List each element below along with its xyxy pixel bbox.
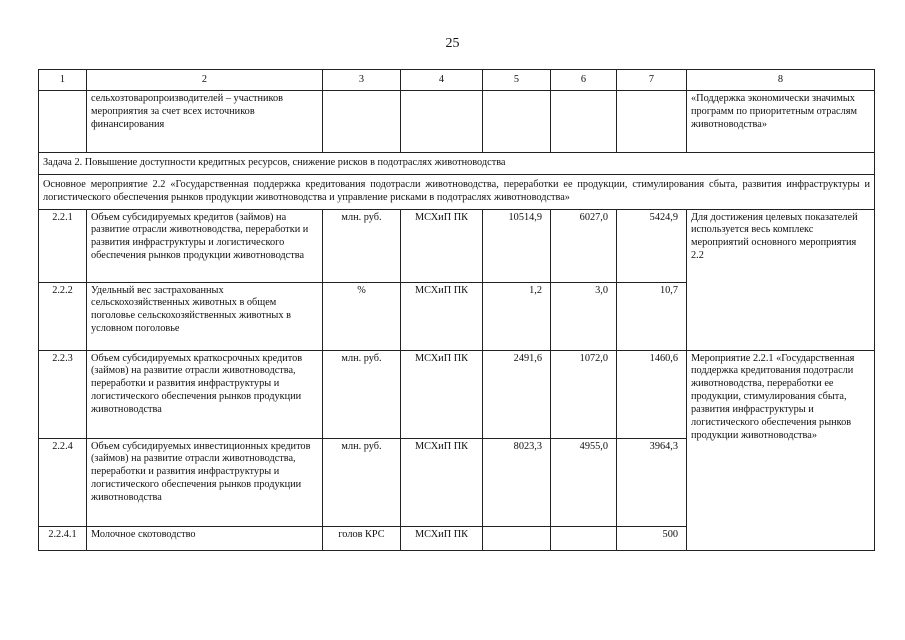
value-col6: 4955,0 <box>551 438 617 526</box>
executor-cell: МСХиП ПК <box>401 282 483 350</box>
unit-cell: голов КРС <box>323 526 401 550</box>
column-number-row <box>39 70 875 91</box>
indicator-name: Объем субсидируемых кредитов (займов) на развитие отрасли животноводства, переработки и развития инфраструктуры и логистического обеспечения рынков продукции животноводства <box>87 209 323 282</box>
column-number: 1 <box>39 70 87 91</box>
row-number: 2.2.2 <box>39 282 87 350</box>
unit-cell: млн. руб. <box>323 438 401 526</box>
task-row <box>39 153 875 175</box>
indicator-name: Молочное скотоводство <box>87 526 323 550</box>
table-row <box>39 350 875 438</box>
value-col7: 500 <box>617 526 687 550</box>
column-number: 3 <box>323 70 401 91</box>
executor-cell: МСХиП ПК <box>401 438 483 526</box>
event-note: Мероприятие 2.2.1 «Государственная поддержка кредитования подотрасли животноводства, переработки ее продукции, стимулирования сбыта, развития инфраструктуры и логистического обеспечения рынков продукции животноводства» <box>687 350 875 550</box>
unit-cell: млн. руб. <box>323 209 401 282</box>
column-number: 4 <box>401 70 483 91</box>
indicator-name: Объем субсидируемых краткосрочных кредитов (займов) на развитие отрасли животноводства, переработки и развития инфраструктуры и логистического обеспечения рынков продукции животноводства <box>87 350 323 438</box>
indicators-table <box>38 69 875 551</box>
value-col7: 1460,6 <box>617 350 687 438</box>
value-col6: 1072,0 <box>551 350 617 438</box>
value-col5 <box>483 526 551 550</box>
value-col7: 5424,9 <box>617 209 687 282</box>
main-event-header: Основное мероприятие 2.2 «Государственная поддержка кредитования подотрасли животноводства, переработки ее продукции, стимулирования сбыта, развития инфраструктуры и логистического обеспечения рынков продукции животноводства и управление рисками в подотраслях животноводства» <box>39 174 875 209</box>
unit-cell: млн. руб. <box>323 350 401 438</box>
executor-cell: МСХиП ПК <box>401 209 483 282</box>
value-col7: 10,7 <box>617 282 687 350</box>
main-event-row <box>39 174 875 209</box>
event-note: Для достижения целевых показателей используется весь комплекс мероприятий основного мероприятия 2.2 <box>687 209 875 350</box>
page-number: 25 <box>445 36 460 51</box>
column-number: 5 <box>483 70 551 91</box>
value-col6: 3,0 <box>551 282 617 350</box>
executor-cell: МСХиП ПК <box>401 526 483 550</box>
row-number-cell <box>39 91 87 153</box>
value-col5: 1,2 <box>483 282 551 350</box>
column-number: 7 <box>617 70 687 91</box>
column-number: 6 <box>551 70 617 91</box>
value-col5: 10514,9 <box>483 209 551 282</box>
continuation-row <box>39 91 875 153</box>
value-col6: 6027,0 <box>551 209 617 282</box>
indicator-name: Объем субсидируемых инвестиционных кредитов (займов) на развитие отрасли животноводства, переработки и развития инфраструктуры и логистического обеспечения рынков продукции животноводства <box>87 438 323 526</box>
value-col5: 2491,6 <box>483 350 551 438</box>
indicator-name: сельхозтоваропроизводителей – участников мероприятия за счет всех источников финансирования <box>87 91 323 153</box>
value-col6 <box>551 526 617 550</box>
value-col7: 3964,3 <box>617 438 687 526</box>
value-col5: 8023,3 <box>483 438 551 526</box>
column-number: 8 <box>687 70 875 91</box>
row-number: 2.2.1 <box>39 209 87 282</box>
unit-cell: % <box>323 282 401 350</box>
task-header: Задача 2. Повышение доступности кредитных ресурсов, снижение рисков в подотраслях животноводства <box>39 153 875 175</box>
row-number: 2.2.4 <box>39 438 87 526</box>
table-row <box>39 209 875 282</box>
row-number: 2.2.4.1 <box>39 526 87 550</box>
event-note: «Поддержка экономически значимых программ по приоритетным отраслям животноводства» <box>687 91 875 153</box>
executor-cell: МСХиП ПК <box>401 350 483 438</box>
column-number: 2 <box>87 70 323 91</box>
indicator-name: Удельный вес застрахованных сельскохозяйственных животных в общем поголовье сельскохозяйственных животных в условном поголовье <box>87 282 323 350</box>
row-number: 2.2.3 <box>39 350 87 438</box>
